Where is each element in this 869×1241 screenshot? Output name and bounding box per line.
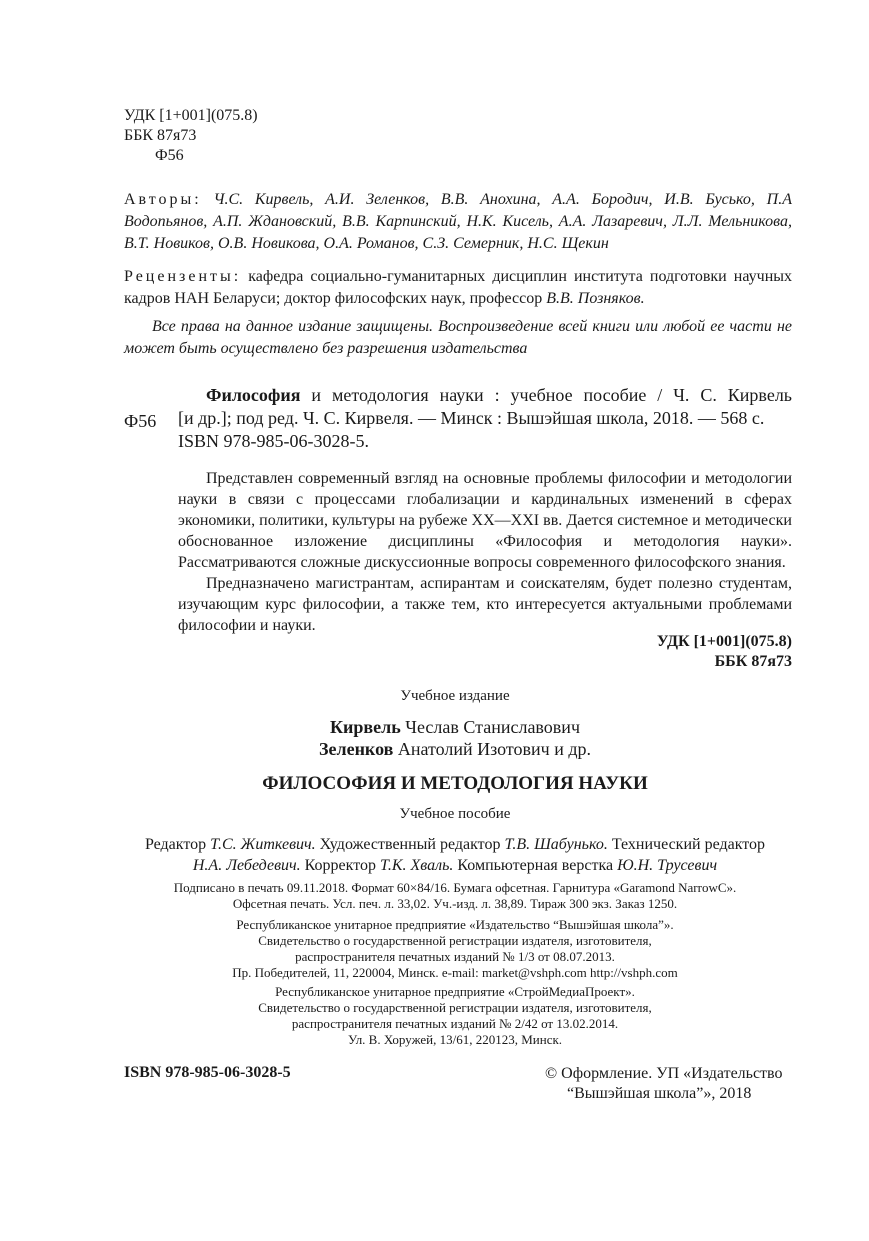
biblio-line-1 <box>178 384 792 407</box>
publisher-address: Пр. Победителей, 11, 220004, Минск. e-mail: market@vshph.com http://vshph.com <box>232 965 678 980</box>
udk-code-right: УДК [1+001](075.8) <box>656 633 792 650</box>
publisher-cert-1: Свидетельство о государственной регистрации издателя, изготовителя, <box>258 933 652 948</box>
reviewers-text: кафедра социально-гуманитарных дисциплин института подготовки научных кадров НАН Беларуси; доктор философских наук, профессор <box>124 268 793 307</box>
publisher-info <box>0 917 869 981</box>
editor-role: Редактор <box>144 836 207 853</box>
copyright <box>545 1064 782 1104</box>
author-mark: Ф56 <box>155 147 184 164</box>
reviewers-label: Рецензенты: <box>124 268 242 285</box>
isbn: ISBN 978-985-06-3028-5 <box>124 1064 291 1081</box>
art-editor-name: Т.В. Шабунько. <box>504 836 608 853</box>
imprint-author-1 <box>0 716 869 738</box>
annotation-paragraph-2: Предназначено магистрантам, аспирантам и соискателям, будет полезно студентам, изучающим курс философии, а также тем, кто интересуется актуальными проблемами философии и науки. <box>178 575 792 634</box>
authors-list <box>124 189 792 255</box>
printer-address: Ул. В. Хоружей, 13/61, 220123, Минск. <box>347 1032 563 1047</box>
copyright-line-2: “Вышэйшая школа”», 2018 <box>567 1085 752 1102</box>
layout-role: Компьютерная верстка <box>457 857 614 874</box>
udk-code: УДК [1+001](075.8) <box>124 107 258 124</box>
bibliographic-record <box>178 384 792 453</box>
tech-editor-name: Н.А. Лебедевич. <box>192 857 301 874</box>
classification-block <box>124 106 258 166</box>
art-editor-role: Художественный редактор <box>319 836 501 853</box>
printer-info <box>0 984 869 1048</box>
annotation-paragraph-1: Представлен современный взгляд на основные проблемы философии и методологии науки в связи с процессами глобализации и кардинальных изменений в сферах экономики, политики, культуры на рубеже XX—XXI вв. Дается системное и методически обоснованное изложение дисциплины «Философия и методология науки». Рассматриваются сложные дискуссионные вопросы современного философского знания. <box>178 470 792 571</box>
printer-cert-2: распространителя печатных изданий № 2/42 от 13.02.2014. <box>291 1016 619 1031</box>
edition-type: Учебное издание <box>400 688 510 704</box>
bbk-code-right: ББК 87я73 <box>714 653 792 670</box>
printer-name: Республиканское унитарное предприятие «СтройМедиаПроект». <box>275 984 635 999</box>
biblio-author-mark: Ф56 <box>124 411 157 431</box>
print-details-line-1: Подписано в печать 09.11.2018. Формат 60×84/16. Бумага офсетная. Гарнитура «Garamond NarrowC». <box>173 880 737 895</box>
printer-cert-1: Свидетельство о государственной регистрации издателя, изготовителя, <box>258 1000 652 1015</box>
rights-notice: Все права на данное издание защищены. Воспроизведение всей книги или любой ее части не может быть осуществлено без разрешения издательства <box>124 318 792 357</box>
reviewer-name: В.В. Позняков. <box>546 290 645 307</box>
publisher-name: Республиканское унитарное предприятие «Издательство “Вышэйшая школа”». <box>236 917 674 932</box>
author-1-name: Чеслав Станиславович <box>405 717 580 737</box>
editor-name: Т.С. Житкевич. <box>210 836 316 853</box>
classification-block-right <box>657 632 792 672</box>
biblio-line-2: [и др.]; под ред. Ч. С. Кирвеля. — Минск : Вышэйшая школа, 2018. — 568 с. <box>178 408 765 428</box>
print-details-line-2: Офсетная печать. Усл. печ. л. 33,02. Уч.-изд. л. 38,89. Тираж 300 экз. Заказ 1250. <box>232 896 678 911</box>
book-subtitle: Учебное пособие <box>399 806 511 822</box>
tech-editor-role: Технический редактор <box>611 836 766 853</box>
bbk-code: ББК 87я73 <box>124 127 197 144</box>
editorial-staff <box>0 834 869 876</box>
copyright-line-1: © Оформление. УП «Издательство <box>545 1065 783 1082</box>
authors-names: Ч.С. Кирвель, А.И. Зеленков, В.В. Анохина, А.А. Бородич, И.В. Бусько, П.А Водопьянов, А.П. Ждановский, В.В. Карпинский, Н.К. Кисель, А.А. Лазаревич, Л.Л. Мельникова, В.Т. Новиков, О.В. Новикова, О.А. Романов, С.З. Семерник, Н.С. Щекин <box>124 191 793 252</box>
publisher-cert-2: распространителя печатных изданий № 1/3 от 08.07.2013. <box>295 949 615 964</box>
proofreader-name: Т.К. Хваль. <box>379 857 454 874</box>
layout-name: Ю.Н. Трусевич <box>617 857 718 874</box>
book-title: ФИЛОСОФИЯ И МЕТОДОЛОГИЯ НАУКИ <box>262 773 648 794</box>
reviewers <box>124 266 792 310</box>
proofreader-role: Корректор <box>304 857 376 874</box>
annotation <box>178 468 792 636</box>
biblio-title: Философия <box>206 385 301 405</box>
biblio-isbn: ISBN 978-985-06-3028-5. <box>178 431 369 451</box>
authors-label: Авторы: <box>124 191 202 208</box>
author-2-name: Анатолий Изотович и др. <box>397 739 592 759</box>
author-2-surname: Зеленков <box>318 739 394 759</box>
print-details <box>0 880 869 912</box>
author-1-surname: Кирвель <box>330 717 401 737</box>
imprint-author-2 <box>0 738 869 760</box>
biblio-title-rest: и методология науки : учебное пособие / Ч. С. Кирвель <box>311 385 793 405</box>
